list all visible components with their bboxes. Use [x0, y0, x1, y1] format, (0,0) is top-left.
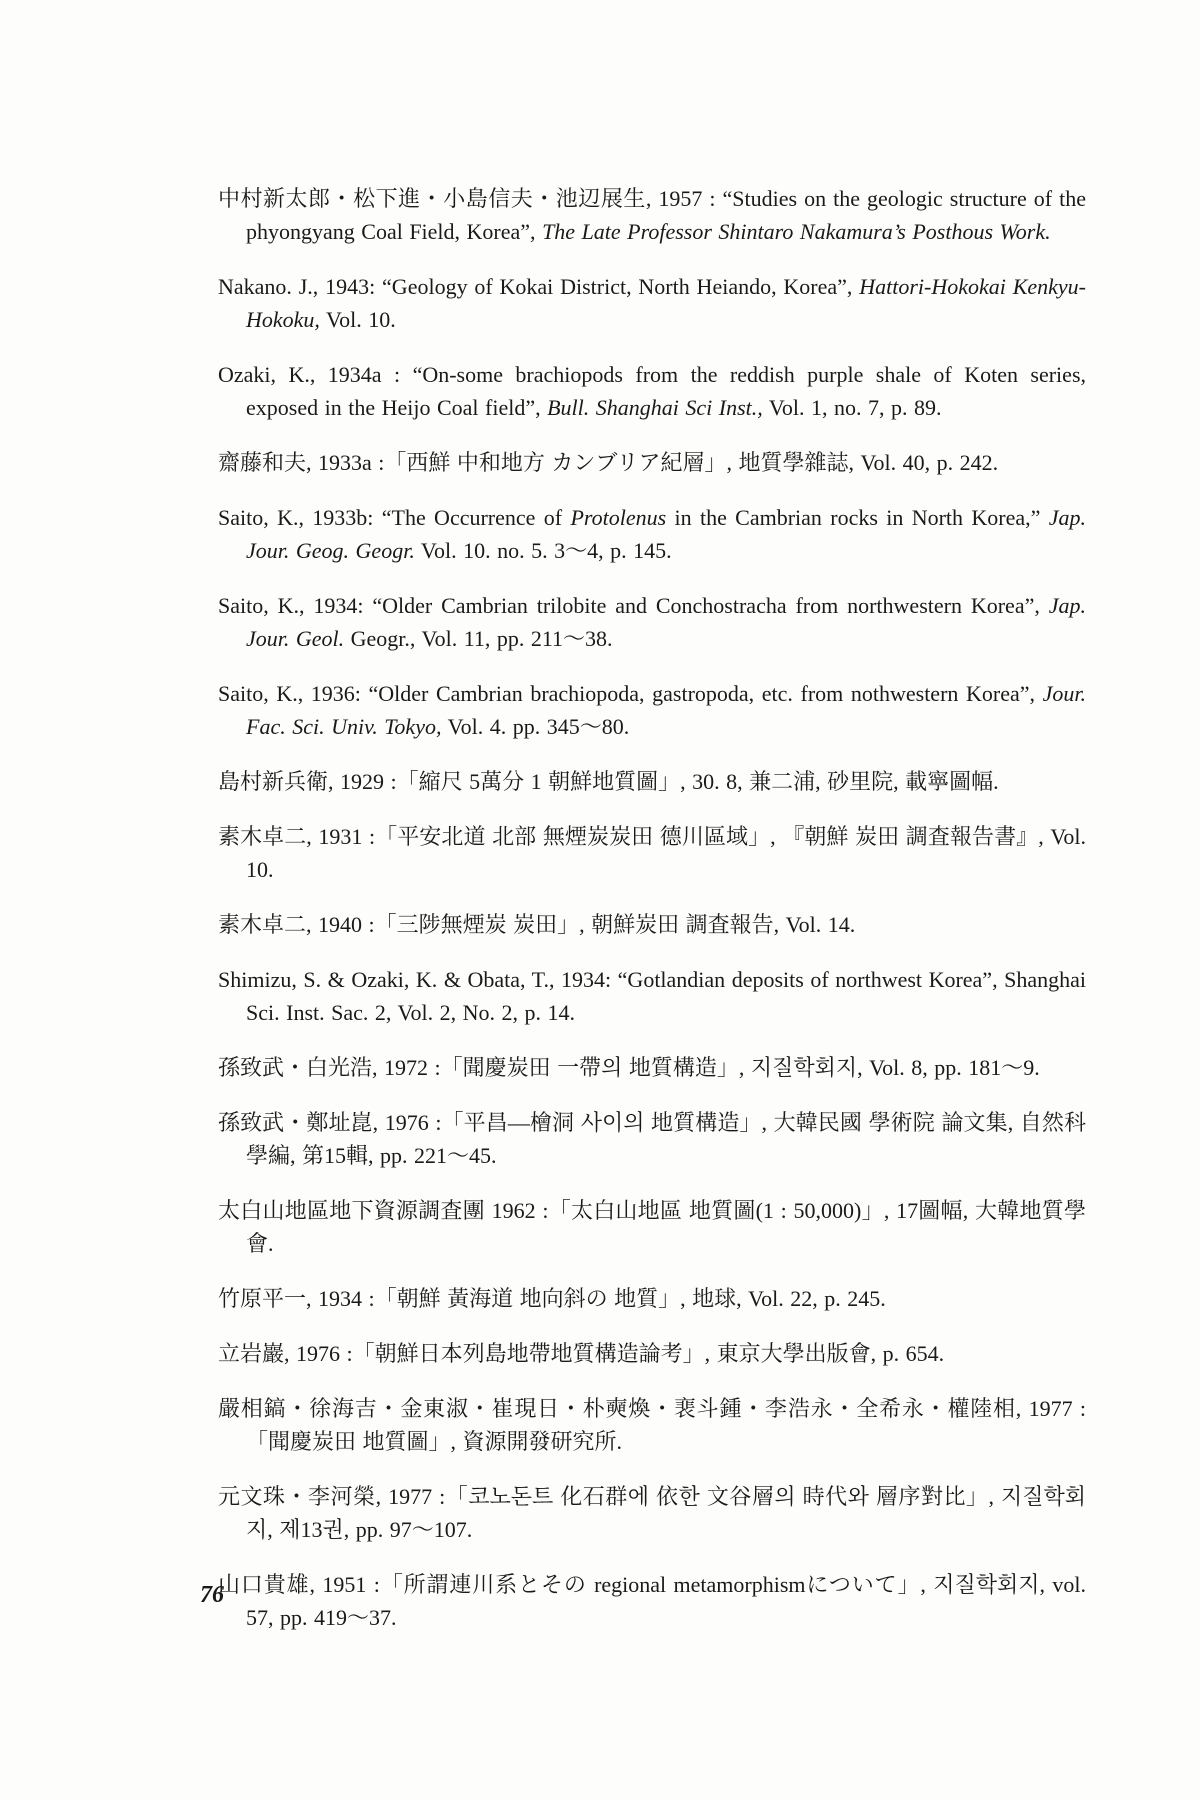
reference-text: 孫致武・鄭址崑, 1976 :「平昌―檜洞 사이의 地質構造」, 大韓民國 學術院 論文集, 自然科學編, 第15輯, pp. 221～45. [218, 1110, 1086, 1168]
reference-text: 嚴相鎬・徐海吉・金東淑・崔現日・朴奭煥・裵斗鍾・李浩永・全希永・權陸相, 1977 :「聞慶炭田 地質圖」, 資源開發研究所. [218, 1396, 1086, 1454]
reference-entry [218, 1194, 1086, 1260]
reference-entry [218, 1568, 1086, 1634]
reference-text: Shimizu, S. & Ozaki, K. & Obata, T., 1934: “Gotlandian deposits of northwest Korea”, Shanghai Sci. Inst. Sac. 2, Vol. 2, No. 2, p. 14. [218, 967, 1086, 1025]
reference-entry [218, 589, 1086, 655]
reference-text: Saito, K., 1934: “Older Cambrian trilobite and Conchostracha from northwestern Korea”, [218, 593, 1049, 618]
reference-text: in the Cambrian rocks in North Korea,” [666, 505, 1049, 530]
reference-text: 素木卓二, 1940 :「三陟無煙炭 炭田」, 朝鮮炭田 調査報告, Vol. 14. [218, 912, 856, 937]
reference-entry [218, 1392, 1086, 1458]
reference-text: 中村新太郎・松下進・小島信夫・池辺展生, 1957 : “Studies on the geologic structure of the phyongyang Coal Field, Korea”, [218, 186, 1086, 244]
reference-entry [218, 1282, 1086, 1315]
reference-text: Vol. 1, no. 7, p. 89. [762, 395, 942, 420]
page-number: 76 [200, 1582, 224, 1608]
reference-text: Vol. 10. [319, 307, 396, 332]
reference-text: 竹原平一, 1934 :「朝鮮 黃海道 地向斜の 地質」, 地球, Vol. 22, p. 245. [218, 1286, 886, 1311]
reference-italic-text: Bull. Shanghai Sci Inst., [547, 395, 763, 420]
reference-entry [218, 1337, 1086, 1370]
reference-text: 太白山地區地下資源調査團 1962 :「太白山地區 地質圖(1 : 50,000)」, 17圖幅, 大韓地質學會. [218, 1198, 1086, 1256]
reference-text: 島村新兵衛, 1929 :「縮尺 5萬分 1 朝鮮地質圖」, 30. 8, 兼二浦, 砂里院, 載寧圖幅. [218, 769, 999, 794]
reference-text: Saito, K., 1933b: “The Occurrence of [218, 505, 571, 530]
reference-entry [218, 446, 1086, 479]
reference-text: Ozaki, K., 1934a : “On-some brachiopods from the reddish purple shale of Koten series, exposed in the Heijo Coal field”, [218, 362, 1086, 420]
reference-italic-text: Jour. Fac. Sci. Univ. Tokyo, [246, 681, 1086, 739]
reference-entry [218, 1480, 1086, 1546]
reference-text: Saito, K., 1936: “Older Cambrian brachiopoda, gastropoda, etc. from nothwestern Korea”, [218, 681, 1043, 706]
reference-entry [218, 1051, 1086, 1084]
reference-text: 山口貴雄, 1951 :「所謂連川系とその regional metamorphismについて」, 지질학회지, vol. 57, pp. 419～37. [218, 1572, 1086, 1630]
reference-entry [218, 820, 1086, 886]
reference-text: 素木卓二, 1931 :「平安北道 北部 無煙炭炭田 德川區域」, 『朝鮮 炭田 調査報告書』, Vol. 10. [218, 824, 1086, 882]
reference-italic-text: Jap. Jour. Geol. [246, 593, 1086, 651]
reference-italic-text: Protolenus [570, 505, 667, 530]
reference-text: 齋藤和夫, 1933a :「西鮮 中和地方 カンブリア紀層」, 地質學雜誌, Vol. 40, p. 242. [218, 450, 999, 475]
reference-text: 立岩巖, 1976 :「朝鮮日本列島地帶地質構造論考」, 東京大學出版會, p. 654. [218, 1341, 945, 1366]
reference-list [218, 160, 1086, 1638]
reference-italic-text: Hattori-Hokokai Kenkyu-Hokoku, [246, 274, 1086, 332]
reference-entry [218, 358, 1086, 424]
reference-entry [218, 677, 1086, 743]
reference-entry [218, 270, 1086, 336]
reference-entry [218, 1106, 1086, 1172]
reference-italic-text: Jap. Jour. Geog. Geogr. [246, 505, 1087, 563]
reference-entry [218, 501, 1086, 567]
reference-entry [218, 908, 1086, 941]
reference-text: 元文珠・李河榮, 1977 :「코노돈트 化石群에 依한 文谷層의 時代와 層序對比」, 지질학회지, 제13권, pp. 97～107. [218, 1484, 1086, 1542]
reference-text: Nakano. J., 1943: “Geology of Kokai District, North Heiando, Korea”, [218, 274, 860, 299]
reference-text: 孫致武・白光浩, 1972 :「聞慶炭田 一帶의 地質構造」, 지질학회지, Vol. 8, pp. 181～9. [218, 1055, 1040, 1080]
reference-text: Geogr., Vol. 11, pp. 211～38. [344, 626, 613, 651]
reference-italic-text: The Late Professor Shintaro Nakamura’s Posthous Work. [542, 219, 1051, 244]
reference-entry [218, 765, 1086, 798]
reference-entry [218, 182, 1086, 248]
reference-entry [218, 963, 1086, 1029]
reference-text: Vol. 10. no. 5. 3～4, p. 145. [414, 538, 672, 563]
reference-text: Vol. 4. pp. 345～80. [441, 714, 630, 739]
